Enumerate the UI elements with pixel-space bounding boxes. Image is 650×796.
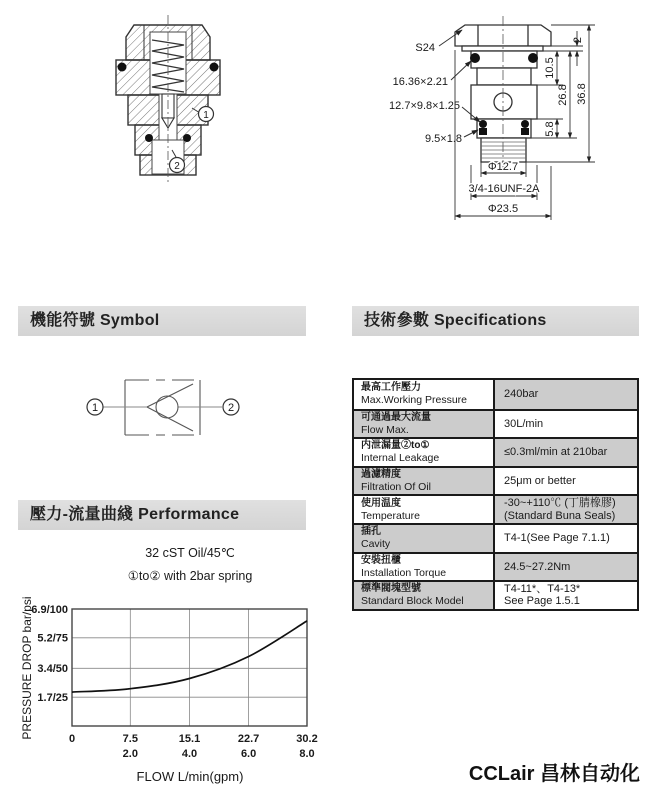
y-tick: 5.2/75: [37, 632, 68, 645]
oring-lower-right: [521, 128, 529, 135]
x-tick: 22.7: [237, 733, 260, 745]
x-tick: 15.1: [178, 733, 201, 745]
oring-lower-label: 9.5×1.8: [424, 133, 462, 145]
spec-value: 24.5~27.2Nm: [495, 552, 637, 581]
symbol-section-header: 機能符號 Symbol: [18, 306, 306, 336]
oring-upper-right: [210, 63, 219, 72]
spec-value: 30L/min: [495, 409, 637, 438]
spec-value: 25μm or better: [495, 466, 637, 495]
y-tick: 6.9/100: [31, 604, 68, 616]
backup-ring-left: [479, 120, 487, 128]
oring-lower-right: [183, 134, 191, 142]
specs-section-header: 技術參數 Specifications: [352, 306, 639, 336]
symbol-port1-label: 1: [91, 402, 99, 414]
chart-subtitle-spring: ①to② with 2bar spring: [127, 569, 253, 583]
thread-label: 3/4-16UNF-2A: [468, 183, 540, 195]
spec-value: T4-1(See Page 7.1.1): [495, 523, 637, 552]
upper-dim-label: 10.5: [544, 57, 556, 79]
chart-subtitle-oil: 32 cST Oil/45℃: [145, 546, 235, 560]
backup-ring-right: [521, 120, 529, 128]
y-tick: 1.7/25: [37, 692, 68, 704]
cross-section-drawing: [80, 10, 270, 190]
oring-upper-left: [118, 63, 127, 72]
dimension-drawing: [345, 10, 650, 225]
spec-value: T4-11*、T4-13* See Page 1.5.1: [495, 580, 637, 609]
x-axis-title: FLOW L/min(gpm): [136, 769, 244, 784]
x-tick: 7.5: [122, 733, 138, 745]
performance-section-header: 壓力-流量曲綫 Performance: [18, 500, 306, 530]
spec-label: 可通過最大流量 Flow Max.: [354, 409, 495, 438]
nose-dia-label: Φ12.7: [487, 161, 519, 173]
spec-label: 過濾精度 Filtration Of Oil: [354, 466, 495, 495]
spec-label: 插孔 Cavity: [354, 523, 495, 552]
spec-label: 使用温度 Temperature: [354, 494, 495, 523]
backup-ring-label: 12.7×9.8×1.25: [389, 100, 460, 112]
port2-label: 2: [174, 161, 180, 172]
oring-lower-left: [145, 134, 153, 142]
oring-upper-left: [470, 53, 480, 63]
oring-upper-label: 16.36×2.21: [392, 76, 448, 88]
lower-dim-label: 5.8: [544, 121, 556, 137]
x-tick-gpm: 4.0: [181, 748, 198, 760]
x-tick-gpm: 6.0: [240, 748, 257, 760]
spec-label: 内泄漏量②to① Internal Leakage: [354, 437, 495, 466]
body-dia-label: Φ23.5: [487, 203, 519, 215]
body-dim-label: 26.8: [557, 84, 569, 106]
upper-body: [471, 51, 537, 68]
port1-label: 1: [203, 110, 209, 121]
spec-label: 標準閥塊型號 Standard Block Model: [354, 580, 495, 609]
spec-value: -30~+110℃ (丁腈橡膠) (Standard Buna Seals): [495, 494, 637, 523]
spec-label: 最高工作壓力 Max.Working Pressure: [354, 380, 495, 409]
symbol-port2-label: 2: [227, 402, 235, 414]
spec-label: 安裝扭櫃 Installation Torque: [354, 552, 495, 581]
performance-chart: [20, 540, 330, 790]
oring-upper-right: [528, 53, 538, 63]
specifications-table: [352, 378, 639, 611]
y-axis-title: PRESSURE DROP bar/psi: [20, 596, 34, 740]
x-tick-gpm: 2.0: [122, 748, 138, 760]
symbol-diagram: [55, 355, 285, 460]
x-tick: 30.2: [296, 733, 318, 745]
brand-logo: CCLair 昌林自动化: [468, 763, 640, 785]
total-dim-label: 36.8: [576, 83, 588, 105]
groove-neck: [477, 68, 531, 85]
washer-dim-label: 2: [572, 36, 584, 44]
spec-value: 240bar: [495, 380, 637, 409]
washer: [462, 46, 543, 51]
x-tick: 0: [68, 733, 76, 745]
y-tick: 3.4/50: [37, 663, 68, 675]
hex-size-label: S24: [415, 42, 435, 54]
spec-value: ≤0.3ml/min at 210bar: [495, 437, 637, 466]
oring-lower-left: [479, 128, 487, 135]
x-tick-gpm: 8.0: [299, 748, 315, 760]
